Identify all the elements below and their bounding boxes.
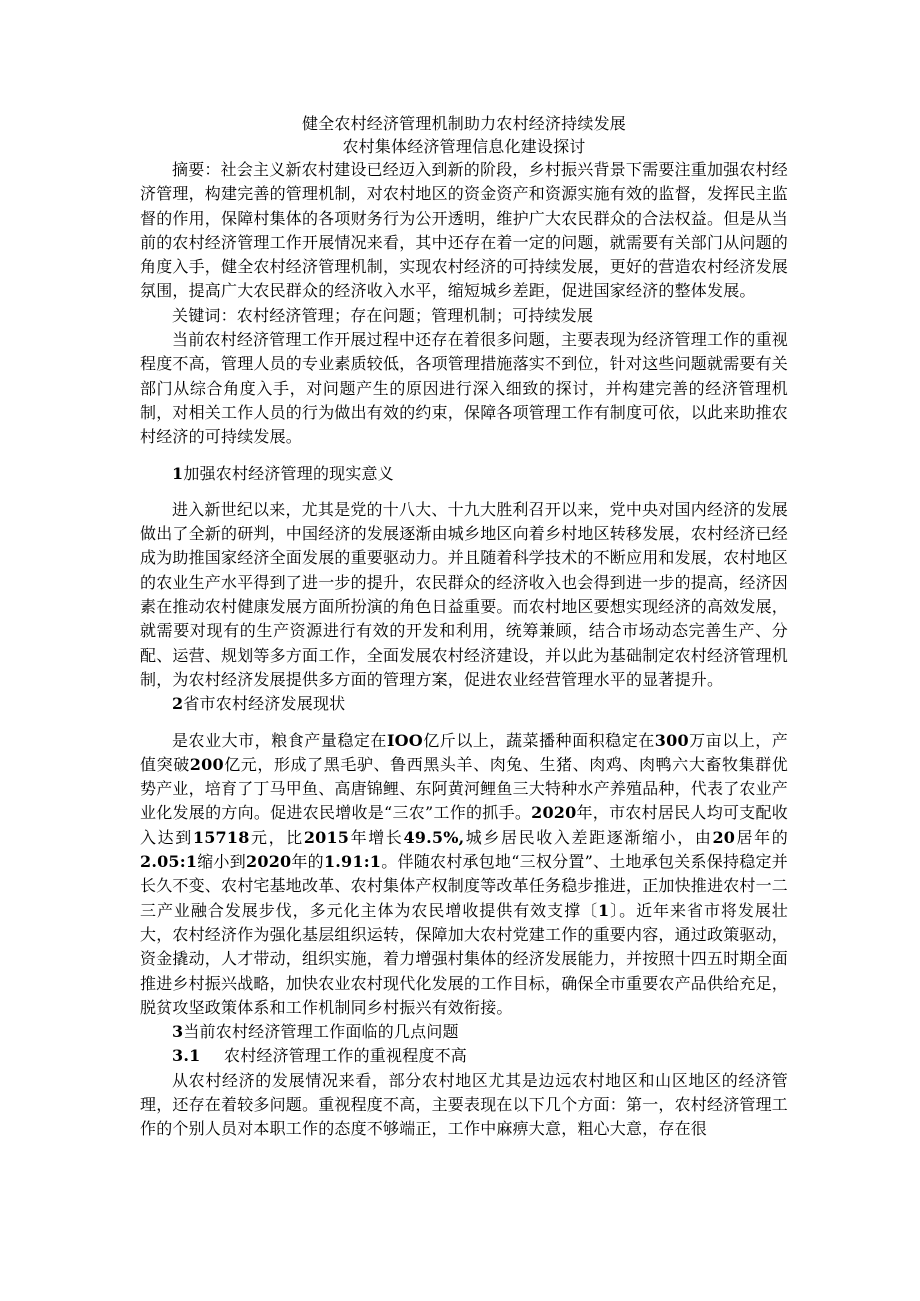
section-heading-2 xyxy=(140,692,788,716)
keywords-line: 关键词：农村经济管理；存在问题；管理机制；可持续发展 xyxy=(172,305,594,325)
text-run: 万亩以上，产值突破 xyxy=(140,730,788,774)
section-number: 1 xyxy=(172,463,184,483)
subsection-3-1-paragraph: 从农村经济的发展情况来看，部分农村地区尤其是边远农村地区和山区地区的经济管理，还存在着较多问题。重视程度不高，主要表现在以下几个方面：第一，农村经济管理工作的个别人员对本职工作的态度不够端正，工作中麻痹大意，粗心大意，存在很 xyxy=(140,1070,789,1139)
text-run: 缩小到 xyxy=(197,852,247,872)
section-title: 省市农村经济发展现状 xyxy=(183,694,346,714)
value-run: 2020 xyxy=(246,852,292,872)
text-run: 城乡居民收入差距逐渐缩小，由 xyxy=(464,827,713,847)
text-run: 元，比 xyxy=(249,827,304,847)
text-run: 年增长 xyxy=(349,827,404,847)
section-title: 加强农村经济管理的现实意义 xyxy=(183,463,394,483)
value-run: 2015 xyxy=(303,827,350,847)
citation-number: 1 xyxy=(598,900,610,920)
text-run: 居年的 xyxy=(735,827,788,847)
document-body xyxy=(140,112,788,1142)
section-number: 3 xyxy=(172,1022,184,1042)
text-run: 亿斤以上，蔬菜播种面积稳定在 xyxy=(422,730,655,750)
section-title: 当前农村经济管理工作面临的几点问题 xyxy=(183,1022,459,1042)
text-run: 年，市农村居民人均可支配收入达到 xyxy=(140,803,788,847)
value-run: 15718 xyxy=(192,827,250,847)
value-run: 2.05:1 xyxy=(140,852,198,872)
section-heading-1 xyxy=(140,462,788,486)
abstract-paragraph: 摘要：社会主义新农村建设已经迈入到新的阶段，乡村振兴背景下需要注重加强农村经济管理，构建完善的管理机制，对农村地区的资金资产和资源实施有效的监督，发挥民主监督的作用，保障村集体的各项财务行为公开透明，维护广大农民群众的合法权益。但是从当前的农村经济管理工作开展情况来看，其中还存在着一定的问题，就需要有关部门从问题的角度入手，健全农村经济管理机制，实现农村经济的可持续发展，更好的营造农村经济发展氛围，提高广大农民群众的经济收入水平，缩短城乡差距，促进国家经济的整体发展。 xyxy=(140,160,789,301)
document-subtitle: 农村集体经济管理信息化建设探讨 xyxy=(342,137,586,156)
value-run: IOO xyxy=(386,730,423,750)
section-heading-3 xyxy=(140,1020,788,1044)
text-run: 是农业大市，粮食产量稳定在 xyxy=(172,730,387,750)
subsection-heading-3-1 xyxy=(140,1044,788,1068)
subsection-title: 农村经济管理工作的重视程度不高 xyxy=(224,1046,468,1066)
text-run: 亿元，形成了黑毛驴、鲁西黑头羊、肉兔、生猪、肉鸡、肉鸭六大畜牧集群优势产业，培育了丁马甲鱼、高唐锦鲤、东阿黄河鲤鱼三大特种水产养殖品种，代表了农业产业化发展的方向。促进农民增收是“三农”工作的抓手。 xyxy=(140,754,789,823)
value-run: 2020 xyxy=(531,803,577,823)
section-2-paragraph xyxy=(140,729,788,1021)
subsection-number: 3.1 xyxy=(172,1046,201,1066)
section-number: 2 xyxy=(172,694,184,714)
value-run: 200 xyxy=(189,754,224,774)
text-run: 年的 xyxy=(291,852,324,872)
intro-paragraph: 当前农村经济管理工作开展过程中还存在着很多问题，主要表现为经济管理工作的重视程度不高，管理人员的专业素质较低，各项管理措施落实不到位，针对这些问题就需要有关部门从综合角度入手，对问题产生的原因进行深入细致的探讨，并构建完善的经济管理机制，对相关工作人员的行为做出有效的约束，保障各项管理工作有制度可依，以此来助推农村经济的可持续发展。 xyxy=(140,330,789,447)
value-run: 20 xyxy=(712,827,736,847)
value-run: 300 xyxy=(654,730,689,750)
text-run: 。伴随农村承包地“三权分置”、土地承包关系保持稳定并长久不变、农村宅基地改革、农村集体产权制度等改革任务稳步推进，正加快推进农村一二三产业融合发展步伐，多元化主体为农民增收提供有效支撑〔 xyxy=(140,852,789,920)
text-run: 〕。近年来省市将发展壮大，农村经济作为强化基层组织运转，保障加大农村党建工作的重要内容，通过政策驱动，资金撬动，人才带动，组织实施，着力增强村集体的经济发展能力，并按照十四五时期全面推进乡村振兴战略，加快农业农村现代化发展的工作目标，确保全市重要农产品供给充足，脱贫攻坚政策体系和工作机制同乡村振兴有效衔接。 xyxy=(140,900,789,1017)
document-title: 健全农村经济管理机制助力农村经济持续发展 xyxy=(301,114,626,133)
value-run: 1.91:1 xyxy=(323,852,382,872)
value-run: 49.5%, xyxy=(403,827,465,847)
section-1-paragraph: 进入新世纪以来，尤其是党的十八大、十九大胜利召开以来，党中央对国内经济的发展做出了全新的研判，中国经济的发展逐渐由城乡地区向着乡村地区转移发展，农村经济已经成为助推国家经济全面发展的重要驱动力。并且随着科学技术的不断应用和发展，农村地区的农业生产水平得到了进一步的提升，农民群众的经济收入也会得到进一步的提高，经济因素在推动农村健康发展方面所扮演的角色日益重要。而农村地区要想实现经济的高效发展，就需要对现有的生产资源进行有效的开发和利用，统筹兼顾，结合市场动态完善生产、分配、运营、规划等多方面工作，全面发展农村经济建设，并以此为基础制定农村经济管理机制，为农村经济发展提供多方面的管理方案，促进农业经营管理水平的显著提升。 xyxy=(140,499,789,689)
